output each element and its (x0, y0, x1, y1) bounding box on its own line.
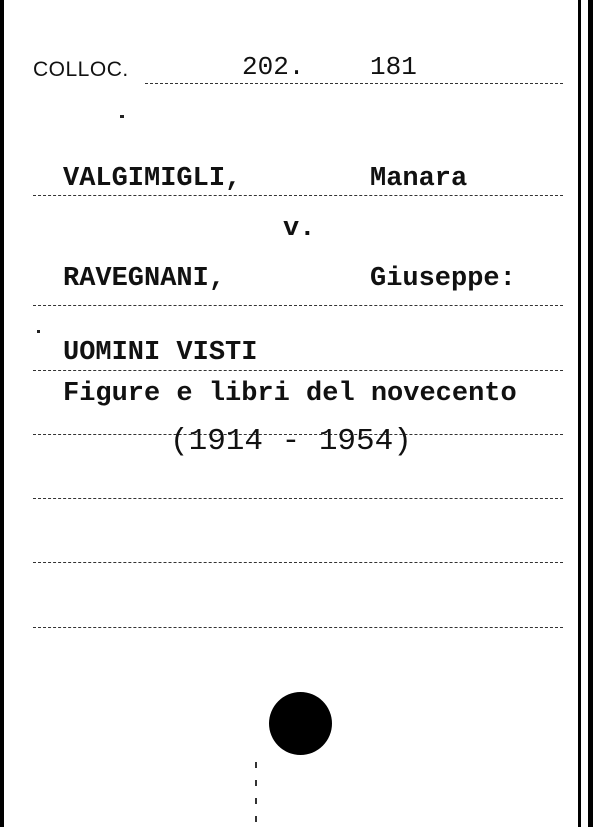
book-title: UOMINI VISTI (63, 338, 258, 368)
card-right-edge (578, 0, 581, 827)
rule-7 (33, 627, 563, 628)
rule-3 (33, 370, 563, 371)
rule-6 (33, 562, 563, 563)
edge-tick (255, 816, 257, 822)
colloc-label: COLLOC. (33, 58, 129, 81)
edge-tick (255, 798, 257, 804)
ink-speck (37, 330, 40, 333)
author1-firstname: Manara (370, 164, 468, 194)
author2-surname: RAVEGNANI, (63, 264, 226, 294)
separator-v: v. (283, 214, 316, 244)
date-range: (1914 - 1954) (170, 424, 412, 459)
ink-speck (120, 115, 124, 118)
author1-surname: VALGIMIGLI, (63, 164, 242, 194)
card-right-edge-outer (588, 0, 593, 827)
rule-5 (33, 498, 563, 499)
rule-1 (33, 195, 563, 196)
edge-tick (255, 780, 257, 786)
rule-2 (33, 305, 563, 306)
book-subtitle: Figure e libri del novecento (63, 379, 517, 409)
card-left-edge (0, 0, 4, 827)
colloc-rule (145, 83, 563, 84)
colloc-number-secondary: 181 (370, 52, 417, 82)
edge-tick (255, 762, 257, 768)
punch-hole (269, 692, 332, 755)
author2-firstname: Giuseppe: (370, 264, 516, 294)
colloc-number-primary: 202. (242, 52, 305, 82)
